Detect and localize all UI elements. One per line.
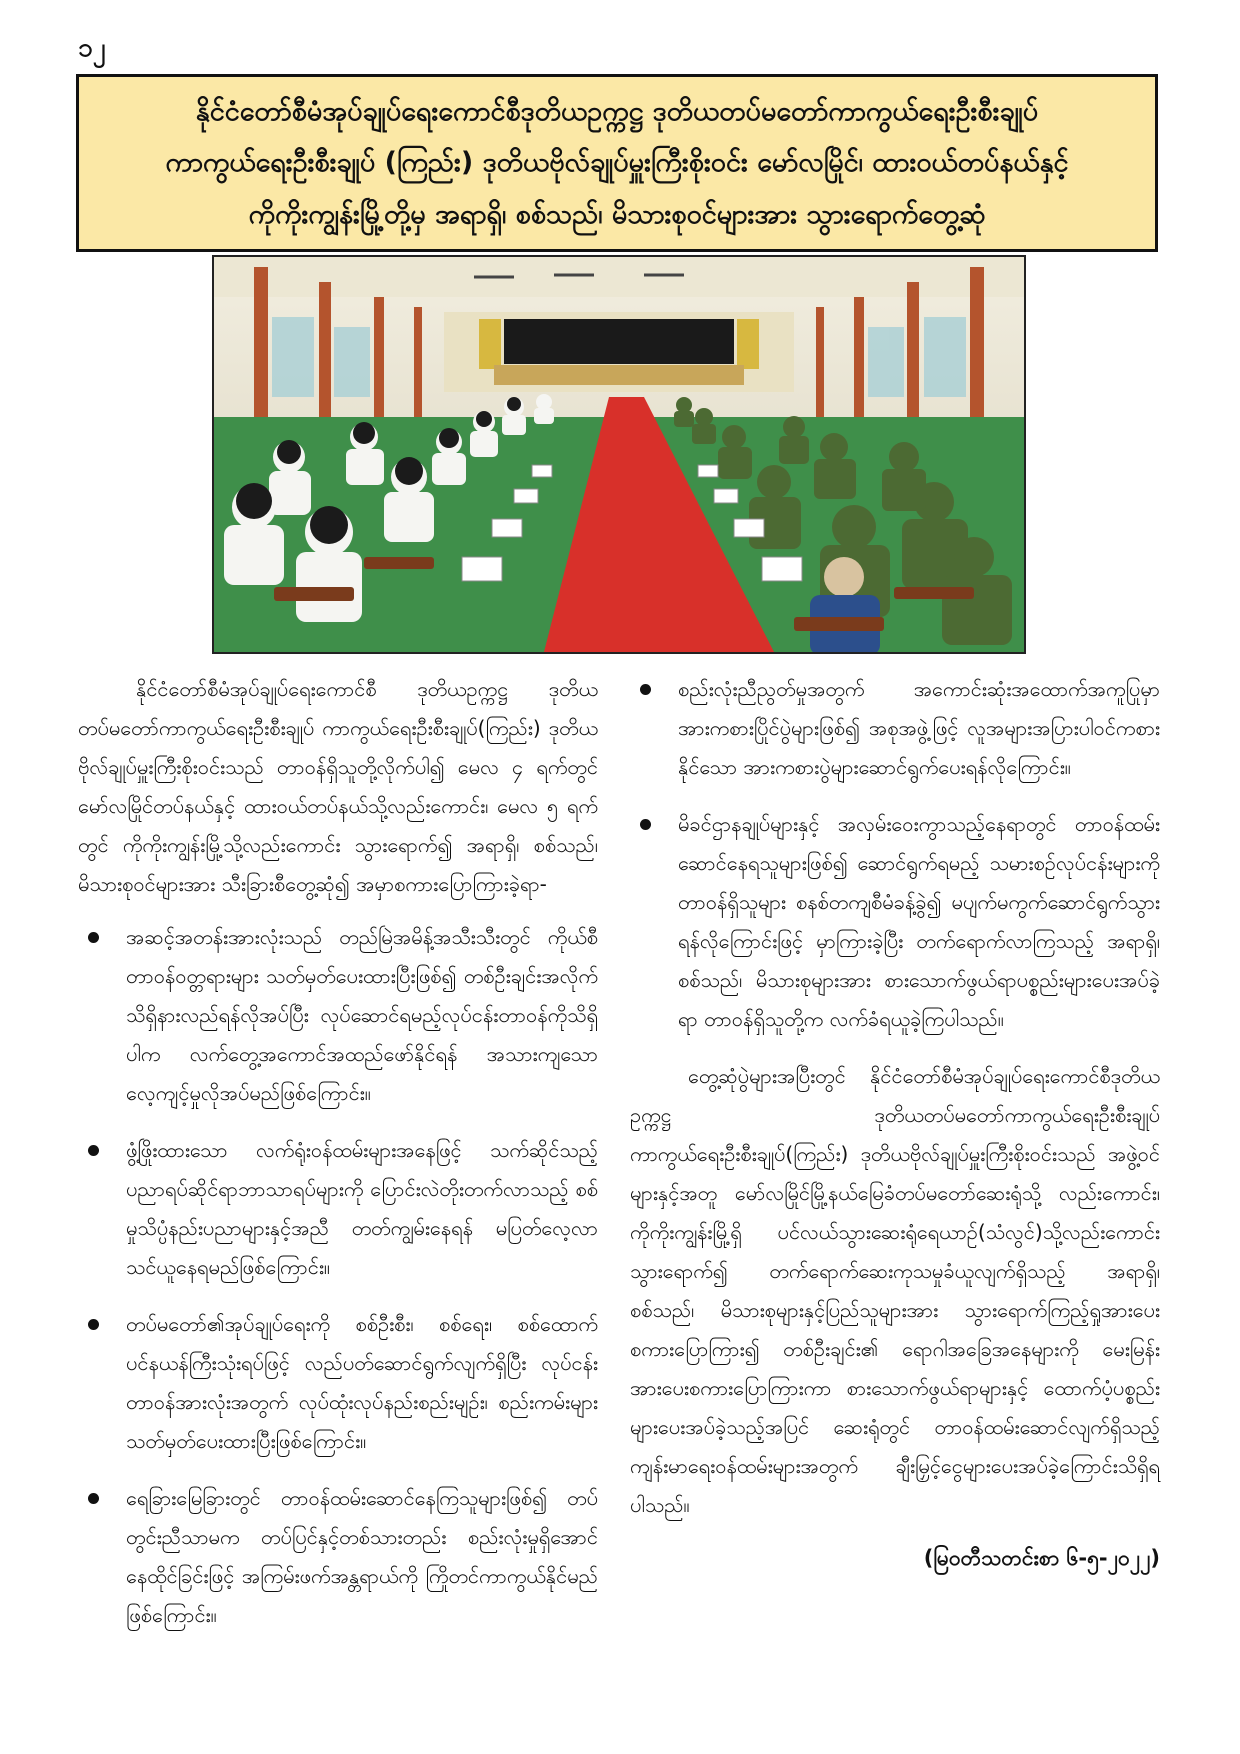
bullet-text: စည်းလုံးညီညွတ်မှုအတွက် အကောင်းဆုံးအထောက်အကူပြုမှာ အားကစားပြိုင်ပွဲများဖြစ်၍ အစုအဖွဲ့ဖြင့် လူအများအပြားပါဝင်ကစားနိုင်သော အားကစားပွဲများဆောင်ရွက်ပေးရန်လိုကြောင်း။ — [678, 677, 1160, 779]
meeting-hall-photo — [212, 255, 1026, 654]
bullet-dot-icon — [88, 1319, 99, 1330]
closing-paragraph: တွေ့ဆုံပွဲများအပြီးတွင် နိုင်ငံတော်စီမံအုပ်ချုပ်ရေးကောင်စီဒုတိယဥက္ကဋ္ဌ ဒုတိယတပ်မတော်ကာကွယ်ရေးဦးစီးချုပ် ကာကွယ်ရေးဦးစီးချုပ်(ကြည်း) ဒုတိယဗိုလ်ချုပ်မှူးကြီးစိုးဝင်းသည် အဖွဲ့ဝင်များနှင့်အတူ မော်လမြိုင်မြို့နယ်မြေခံတပ်မတော်ဆေးရုံသို့ လည်းကောင်း၊ ကိုကိုးကျွန်းမြို့ရှိ ပင်လယ်သွားဆေးရုံရေယာဉ်(သံလွင်)သို့လည်းကောင်း သွားရောက်၍ တက်ရောက်ဆေးကုသမှုခံယူလျက်ရှိသည့် အရာရှိ၊ စစ်သည်၊ မိသားစုများနှင့်ပြည်သူများအား သွားရောက်ကြည့်ရှုအားပေးစကားပြောကြား၍ တစ်ဦးချင်း၏ ရောဂါအခြေအနေများကို မေးမြန်းအားပေးစကားပြောကြားကာ စားသောက်ဖွယ်ရာများနှင့် ထောက်ပံ့ပစ္စည်းများပေးအပ်ခဲ့သည့်အပြင် ဆေးရုံတွင် တာဝန်ထမ်းဆောင်လျက်ရှိသည့် ကျန်းမာရေးဝန်ထမ်းများအတွက် ချီးမြှင့်ငွေများပေးအပ်ခဲ့ကြောင်းသိရှိရပါသည်။ — [630, 1064, 1160, 1517]
bullet-dot-icon — [640, 684, 651, 695]
list-item — [630, 805, 1160, 1039]
list-item — [78, 1131, 598, 1287]
bullet-text: အဆင့်အတန်းအားလုံးသည် တည်မြဲအမိန့်အသီးသီးတွင် ကိုယ်စီတာဝန်ဝတ္တရားများ သတ်မှတ်ပေးထားပြီးဖြစ်၍ တစ်ဦးချင်းအလိုက် သိရှိနားလည်ရန်လိုအပ်ပြီး လုပ်ဆောင်ရမည့်လုပ်ငန်းတာဝန်ကိုသိရှိပါက လက်တွေ့အကောင်အထည်ဖော်နိုင်ရန် အသားကျသောလေ့ကျင့်မှုလိုအပ်မည်ဖြစ်ကြောင်း။ — [126, 925, 598, 1105]
bullet-text: ဖွံ့ဖြိုးထားသော လက်ရုံးဝန်ထမ်းများအနေဖြင့် သက်ဆိုင်သည့်ပညာရပ်ဆိုင်ရာဘာသာရပ်များကို ပြောင်းလဲတိုးတက်လာသည့် စစ်မှုသိပ္ပံနည်းပညာများနှင့်အညီ တတ်ကျွမ်းနေရန် မပြတ်လေ့လာသင်ယူနေရမည်ဖြစ်ကြောင်း။ — [126, 1138, 598, 1279]
source-citation: (မြဝတီသတင်းစာ ၆-၅-၂၀၂၂) — [923, 1546, 1160, 1570]
headline-line-2: ကာကွယ်ရေးဦးစီးချုပ် (ကြည်း) ဒုတိယဗိုလ်ချုပ်မှူးကြီးစိုးဝင်း မော်လမြိုင်၊ ထားဝယ်တပ်နယ်နှင့် — [165, 147, 1069, 179]
intro-paragraph: နိုင်ငံတော်စီမံအုပ်ချုပ်ရေးကောင်စီ ဒုတိယဥက္ကဋ္ဌ ဒုတိယတပ်မတော်ကာကွယ်ရေးဦးစီးချုပ် ကာကွယ်ရေးဦးစီးချုပ်(ကြည်း) ဒုတိယဗိုလ်ချုပ်မှူးကြီးစိုးဝင်းသည် တာဝန်ရှိသူတို့လိုက်ပါ၍ မေလ ၄ ရက်တွင် မော်လမြိုင်တပ်နယ်နှင့် ထားဝယ်တပ်နယ်သို့လည်းကောင်း၊ မေလ ၅ ရက်တွင် ကိုကိုးကျွန်းမြို့သို့လည်းကောင်း သွားရောက်၍ အရာရှိ၊ စစ်သည်၊ မိသားစုဝင်များအား သီးခြားစီတွေ့ဆုံ၍ အမှာစကားပြောကြားခဲ့ရာ- — [78, 677, 598, 896]
left-column — [78, 670, 598, 1653]
bullet-dot-icon — [640, 819, 651, 830]
bullet-dot-icon — [88, 1493, 99, 1504]
headline-line-3: ကိုကိုးကျွန်းမြို့တို့မှ အရာရှိ၊ စစ်သည်၊ မိသားစုဝင်များအား သွားရောက်တွေ့ဆုံ — [248, 198, 986, 230]
headline-line-1: နိုင်ငံတော်စီမံအုပ်ချုပ်ရေးကောင်စီဒုတိယဥက္ကဋ္ဌ ဒုတိယတပ်မတော်ကာကွယ်ရေးဦးစီးချုပ် — [195, 96, 1039, 128]
bullet-text: ရေခြားမြေခြားတွင် တာဝန်ထမ်းဆောင်နေကြသူများဖြစ်၍ တပ်တွင်းညီသာမက တပ်ပြင်နှင့်တစ်သားတည်း စည်းလုံးမှုရှိအောင် နေထိုင်ခြင်းဖြင့် အကြမ်းဖက်အန္တရာယ်ကို ကြိုတင်ကာကွယ်နိုင်မည်ဖြစ်ကြောင်း။ — [126, 1486, 598, 1627]
list-item — [78, 918, 598, 1113]
headline-box — [76, 74, 1158, 252]
right-column — [630, 670, 1160, 1578]
list-item — [630, 670, 1160, 787]
bullet-text: တပ်မတော်၏အုပ်ချုပ်ရေးကို စစ်ဦးစီး၊ စစ်ရေး၊ စစ်ထောက်ပင်နယန်ကြီးသုံးရပ်ဖြင့် လည်ပတ်ဆောင်ရွက်လျက်ရှိပြီး လုပ်ငန်းတာဝန်အားလုံးအတွက် လုပ်ထုံးလုပ်နည်းစည်းမျဉ်း၊ စည်းကမ်းများ သတ်မှတ်ပေးထားပြီးဖြစ်ကြောင်း။ — [126, 1312, 598, 1453]
bullet-dot-icon — [88, 1145, 99, 1156]
bullet-dot-icon — [88, 932, 99, 943]
bullet-text: မိခင်ဌာနချုပ်များနှင့် အလှမ်းဝေးကွာသည့်နေရာတွင် တာဝန်ထမ်းဆောင်နေရသူများဖြစ်၍ ဆောင်ရွက်ရမည့် သမားစဉ်လုပ်ငန်းများကို တာဝန်ရှိသူများ စနစ်တကျစီမံခန့်ခွဲ၍ မပျက်မကွက်ဆောင်ရွက်သွားရန်လိုကြောင်းဖြင့် မှာကြားခဲ့ပြီး တက်ရောက်လာကြသည့် အရာရှိ၊ စစ်သည်၊ မိသားစုများအား စားသောက်ဖွယ်ရာပစ္စည်းများပေးအပ်ခဲ့ရာ တာဝန်ရှိသူတို့က လက်ခံရယူခဲ့ကြပါသည်။ — [678, 812, 1160, 1031]
list-item — [78, 1479, 598, 1635]
page-number: ၁၂ — [78, 33, 106, 63]
list-item — [78, 1305, 598, 1461]
